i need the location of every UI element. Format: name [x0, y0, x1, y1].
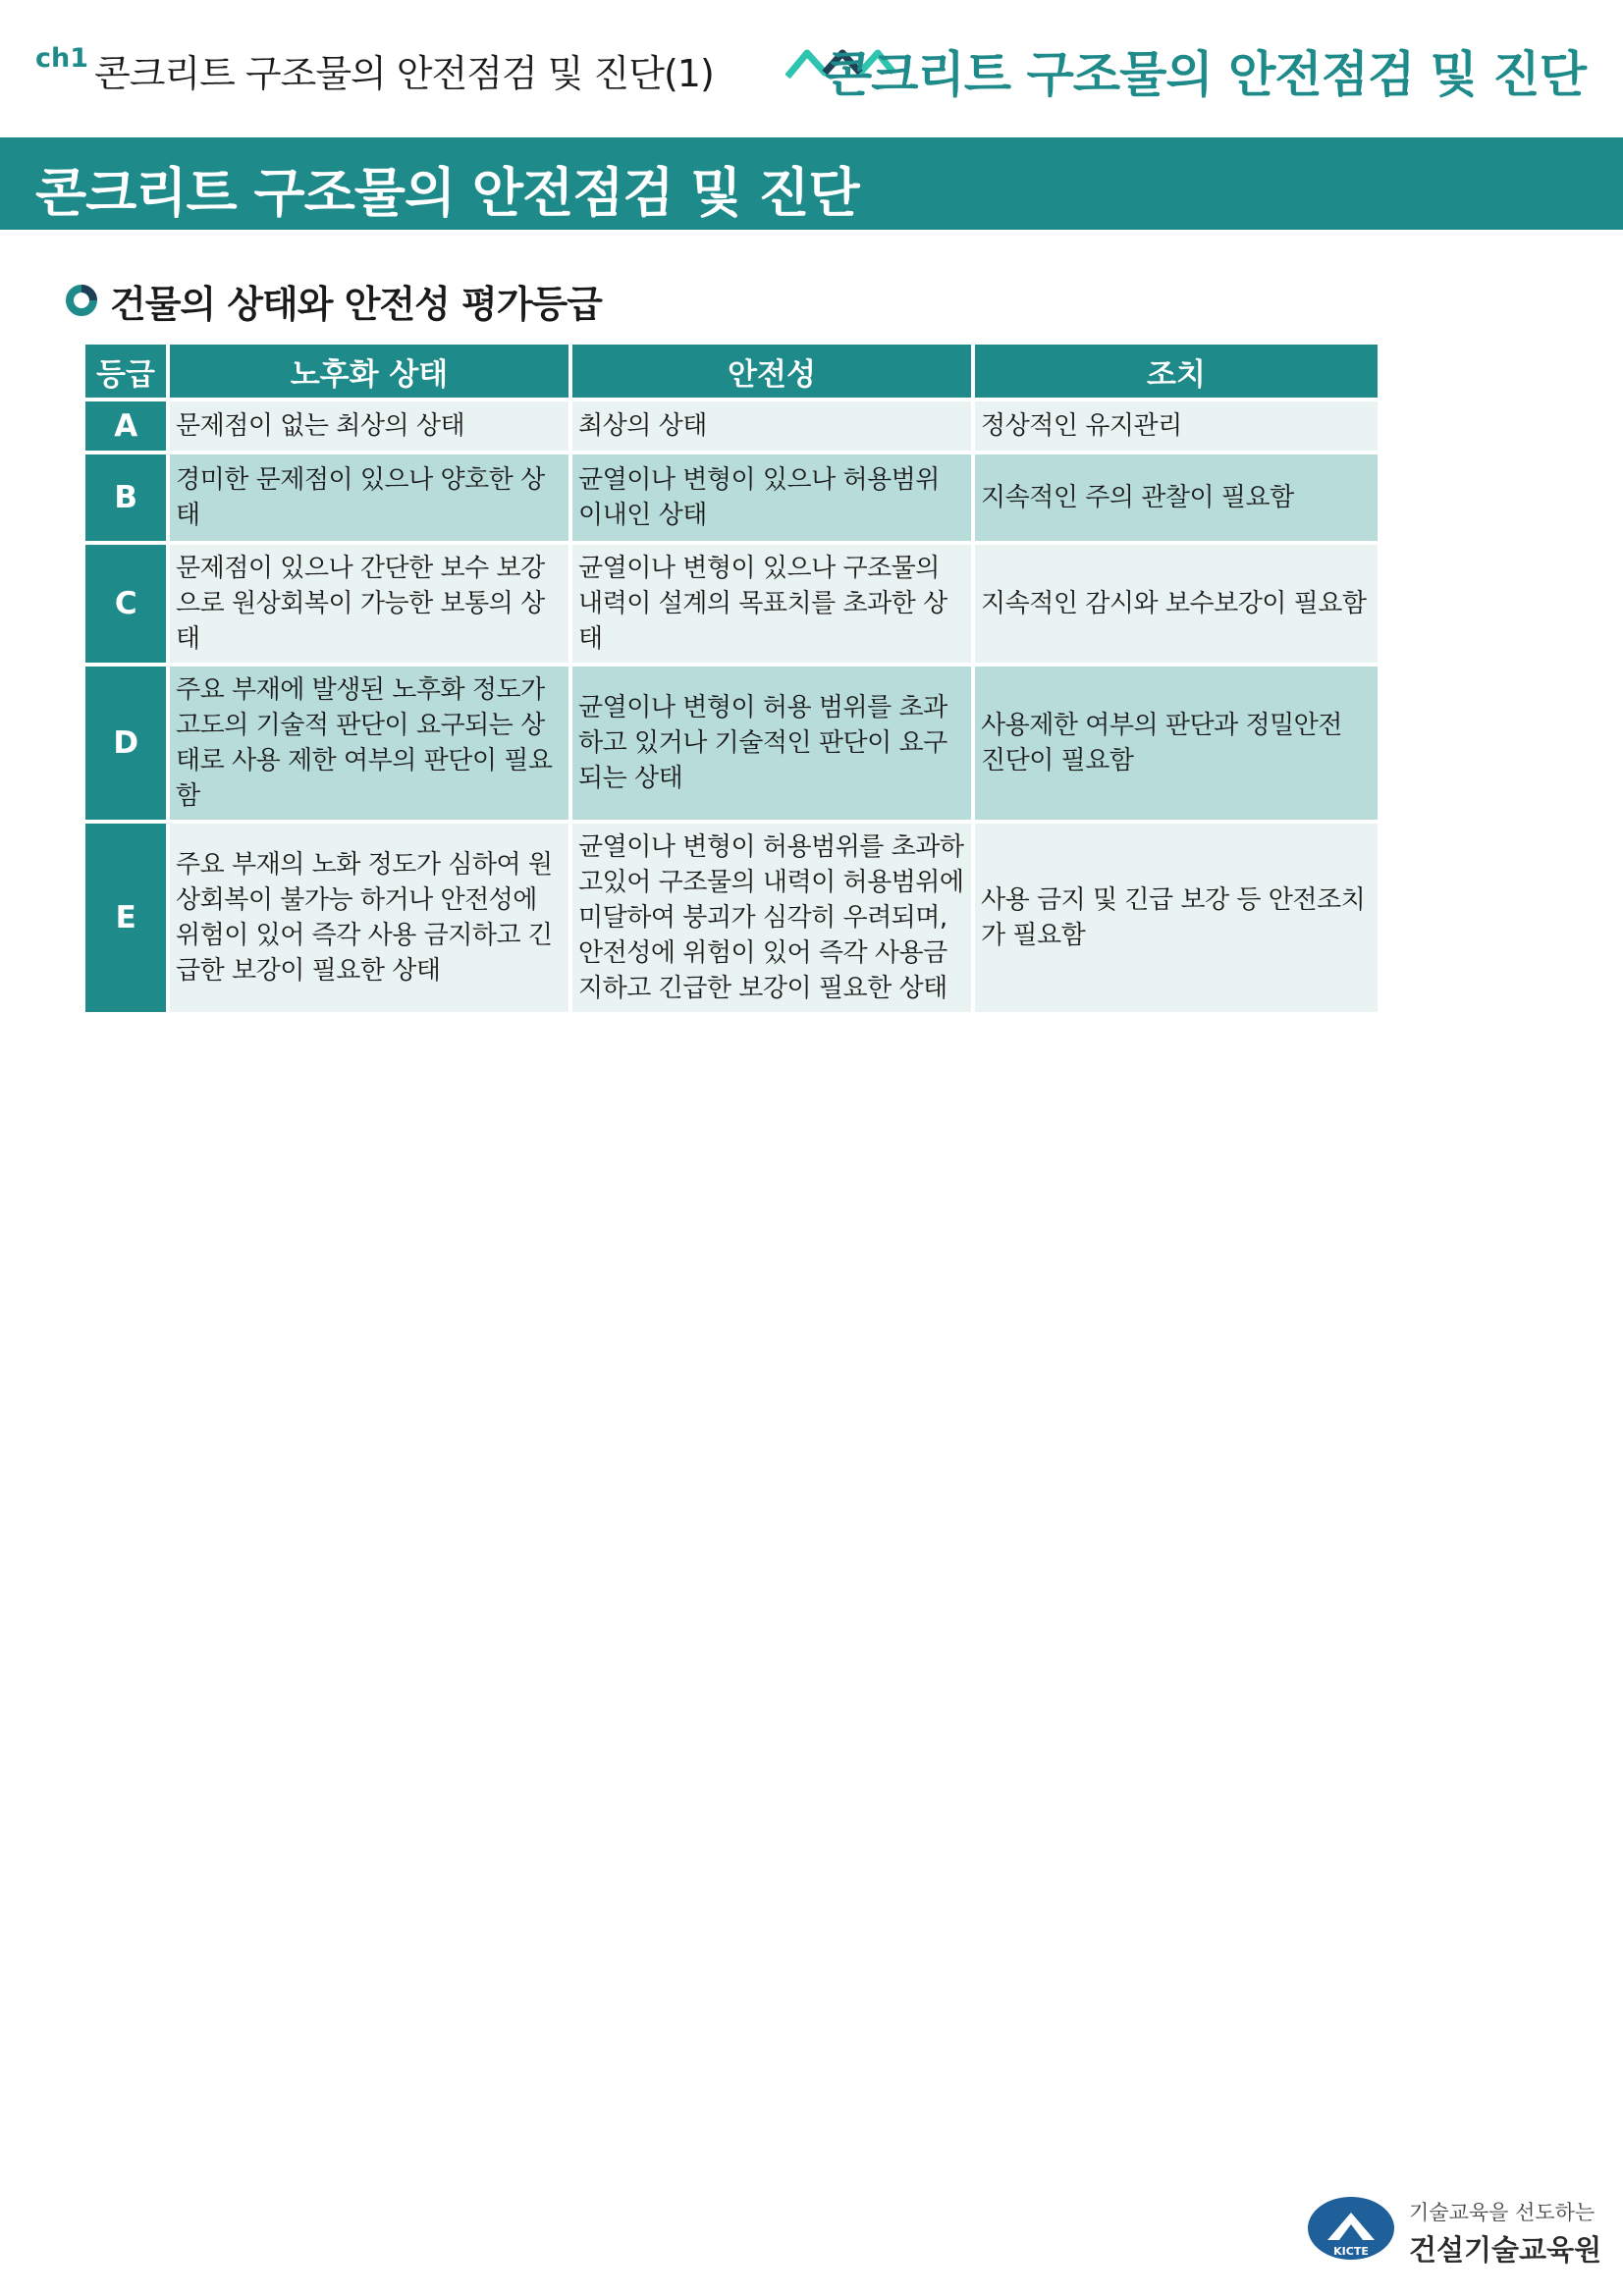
table-row	[85, 667, 1378, 820]
grade-table	[81, 341, 1381, 1016]
action-cell: 지속적인 주의 관찰이 필요함	[975, 454, 1378, 541]
brand-title: 콘크리트 구조물의 안전점검 및 진단	[824, 46, 1586, 103]
table-row	[85, 545, 1378, 663]
grade-cell: C	[85, 545, 166, 663]
action-cell: 사용 금지 및 긴급 보강 등 안전조치가 필요함	[975, 824, 1378, 1012]
safety-cell: 최상의 상태	[572, 401, 971, 451]
header-action: 조치	[975, 345, 1378, 398]
table-header-row	[85, 345, 1378, 398]
safety-cell: 균열이나 변형이 있으나 허용범위 이내인 상태	[572, 454, 971, 541]
chapter-label: ch1	[35, 43, 89, 74]
grade-cell: A	[85, 401, 166, 451]
grade-cell: B	[85, 454, 166, 541]
header-deterioration: 노후화 상태	[170, 345, 568, 398]
ring-bullet-icon	[65, 284, 98, 317]
table-row	[85, 824, 1378, 1012]
deterioration-cell: 주요 부재의 노화 정도가 심하여 원상회복이 불가능 하거나 안전성에 위험이 있어 즉각 사용 금지하고 긴급한 보강이 필요한 상태	[170, 824, 568, 1012]
deterioration-cell: 문제점이 없는 최상의 상태	[170, 401, 568, 451]
chapter-title: 콘크리트 구조물의 안전점검 및 진단(1)	[94, 52, 714, 95]
action-cell: 사용제한 여부의 판단과 정밀안전 진단이 필요함	[975, 667, 1378, 820]
kicte-logo-icon	[1306, 2195, 1396, 2262]
deterioration-cell: 주요 부재에 발생된 노후화 정도가 고도의 기술적 판단이 요구되는 상태로 사용 제한 여부의 판단이 필요함	[170, 667, 568, 820]
footer-tagline: 기술교육을 선도하는	[1409, 2201, 1596, 2224]
top-header	[0, 0, 1623, 137]
footer-logo-text: KICTE	[1333, 2245, 1369, 2258]
title-banner	[0, 137, 1623, 230]
table-row	[85, 401, 1378, 451]
grade-cell: E	[85, 824, 166, 1012]
grade-cell: D	[85, 667, 166, 820]
action-cell: 지속적인 감시와 보수보강이 필요함	[975, 545, 1378, 663]
safety-cell: 균열이나 변형이 허용범위를 초과하고있어 구조물의 내력이 허용범위에 미달하여 붕괴가 심각히 우려되며, 안전성에 위험이 있어 즉각 사용금지하고 긴급한 보강이 필요한 상태	[572, 824, 971, 1012]
footer-org-name: 건설기술교육원	[1409, 2233, 1602, 2267]
deterioration-cell: 문제점이 있으나 간단한 보수 보강으로 원상회복이 가능한 보통의 상태	[170, 545, 568, 663]
banner-title: 콘크리트 구조물의 안전점검 및 진단	[35, 162, 859, 224]
header-safety: 안전성	[572, 345, 971, 398]
footer-brand	[1409, 2197, 1601, 2269]
header-grade: 등급	[85, 345, 166, 398]
section-heading	[65, 277, 602, 324]
table-row	[85, 454, 1378, 541]
action-cell: 정상적인 유지관리	[975, 401, 1378, 451]
safety-cell: 균열이나 변형이 허용 범위를 초과하고 있거나 기술적인 판단이 요구되는 상태	[572, 667, 971, 820]
section-heading-text: 건물의 상태와 안전성 평가등급	[110, 282, 602, 326]
deterioration-cell: 경미한 문제점이 있으나 양호한 상태	[170, 454, 568, 541]
safety-cell: 균열이나 변형이 있으나 구조물의 내력이 설계의 목표치를 초과한 상태	[572, 545, 971, 663]
